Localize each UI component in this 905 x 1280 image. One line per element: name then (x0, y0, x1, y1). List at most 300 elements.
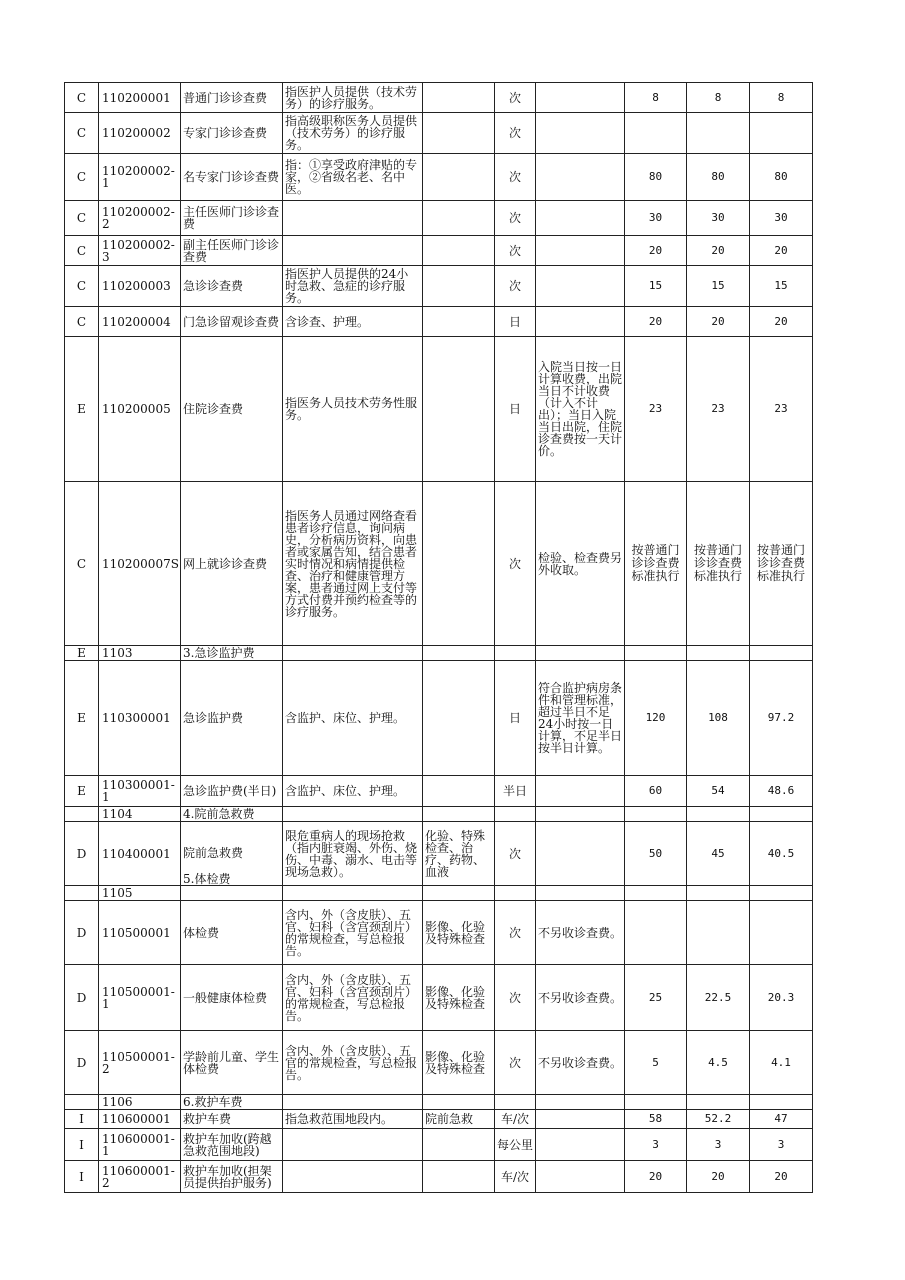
price-level-3-cell (750, 201, 813, 236)
excluded-content-cell (423, 822, 495, 886)
item-description-text: 指医护人员提供的24小时急救、急症的诊疗服务。 (285, 267, 409, 305)
price-level-3-text: 20 (774, 314, 788, 328)
price-level-3-cell (750, 236, 813, 266)
price-level-2-text: 80 (711, 170, 725, 183)
item-description-text: 含内、外（含皮肤）、五官、妇科（含宫颈刮片）的常规检查，写总检报告。 (285, 972, 418, 1023)
excluded-content-cell (423, 807, 495, 822)
table-row (65, 901, 813, 965)
excluded-content-text: 影像、化验及特殊检查 (425, 984, 486, 1011)
price-level-1-cell (625, 1095, 687, 1110)
item-description-cell (283, 965, 423, 1031)
table-row (65, 1161, 813, 1193)
table-row (65, 1095, 813, 1110)
price-level-3-text: 15 (774, 279, 788, 292)
item-description-text: 含内、外（含皮肤）、五官、妇科（含宫颈刮片）的常规检查，写总检报告。 (285, 907, 418, 958)
price-level-1-cell (625, 807, 687, 822)
item-description-text: 含内、外（含皮肤）、五官的常规检查，写总检报告。 (285, 1043, 418, 1082)
table-row (65, 307, 813, 337)
price-level-1-text: 25 (648, 990, 663, 1004)
price-level-3-cell (750, 1110, 813, 1129)
item-description-cell (283, 646, 423, 661)
pricing-unit-cell (495, 886, 536, 901)
pricing-unit-text: 车/次 (500, 1112, 530, 1126)
category-text: D (76, 846, 87, 861)
category-cell (65, 886, 99, 901)
item-code-text: 110500001 (102, 925, 171, 940)
table-row (65, 154, 813, 201)
item-name-cell (181, 201, 283, 236)
category-cell (65, 1161, 99, 1193)
price-level-3-cell (750, 337, 813, 482)
price-level-1-text: 20 (648, 243, 663, 257)
price-level-1-cell (625, 236, 687, 266)
table-row (65, 807, 813, 822)
category-cell (65, 236, 99, 266)
excluded-content-text: 化验、特殊检查、治疗、药物、血液 (425, 828, 486, 879)
pricing-unit-cell (495, 901, 536, 965)
item-code-text: 110300001 (102, 711, 171, 725)
table-row (65, 482, 813, 646)
price-level-1-cell (625, 1161, 687, 1193)
item-name-text: 体检费 (183, 925, 220, 940)
category-cell (65, 661, 99, 776)
table-row (65, 965, 813, 1031)
pricing-unit-text: 次 (508, 279, 521, 293)
price-level-3-cell (750, 807, 813, 822)
price-level-3-text: 20 (774, 1169, 788, 1183)
price-level-2-cell (687, 776, 750, 807)
price-level-3-text: 8 (777, 90, 785, 104)
remarks-cell (536, 307, 625, 337)
pricing-unit-text: 次 (508, 1055, 521, 1070)
pricing-unit-cell (495, 646, 536, 661)
item-description-text: 指医护人员提供（技术劳务）的诊疗服务。 (285, 84, 418, 111)
table-row (65, 337, 813, 482)
item-description-text: 指医务人员通过网络查看患者诊疗信息，询问病史，分析病历资料，向患者或家属告知，结合患者实时情况和病情提供检查、治疗和健康管理方案，患者通过网上支付等方式付费并预约检查等的诊疗服务。 (285, 508, 418, 619)
category-text: I (79, 1169, 84, 1184)
excluded-content-text: 影像、化验及特殊检查 (425, 919, 486, 946)
price-level-3-text: 20.3 (767, 990, 795, 1004)
price-level-1-cell (625, 1031, 687, 1095)
item-code-cell (99, 776, 181, 807)
remarks-cell (536, 965, 625, 1031)
price-level-2-text: 20 (711, 1169, 725, 1183)
item-description-text: 含诊查、护理。 (285, 314, 370, 329)
item-name-text: 一般健康体检费 (183, 990, 268, 1005)
price-level-2-cell (687, 965, 750, 1031)
item-name-cell (181, 337, 283, 482)
remarks-cell (536, 901, 625, 965)
price-level-1-cell (625, 337, 687, 482)
pricing-unit-cell (495, 113, 536, 154)
remarks-cell (536, 822, 625, 886)
price-level-2-text: 45 (711, 846, 725, 860)
item-code-text: 110600001-2 (102, 1163, 175, 1190)
remarks-cell (536, 113, 625, 154)
price-level-3-cell (750, 266, 813, 307)
item-name-cell (181, 1095, 283, 1110)
category-cell (65, 482, 99, 646)
category-text: D (76, 990, 87, 1005)
category-cell (65, 83, 99, 113)
price-level-2-cell (687, 822, 750, 886)
category-text: C (76, 314, 87, 329)
pricing-unit-text: 半日 (502, 784, 527, 798)
item-name-cell (181, 807, 283, 822)
table-row (65, 266, 813, 307)
fee-table (64, 82, 813, 1193)
pricing-unit-text: 次 (508, 211, 521, 225)
price-level-3-cell (750, 1031, 813, 1095)
pricing-unit-text: 次 (508, 170, 521, 184)
price-level-3-cell (750, 886, 813, 901)
item-description-text: 指：①享受政府津贴的专家，②省级名老、名中医。 (285, 158, 418, 196)
remarks-cell (536, 1129, 625, 1161)
item-name-cell (181, 236, 283, 266)
pricing-unit-text: 日 (508, 402, 521, 416)
item-description-cell (283, 822, 423, 886)
price-level-3-cell (750, 1095, 813, 1110)
item-name-text: 救护车加收(跨越急救范围地段) (183, 1131, 272, 1158)
price-level-1-text: 120 (645, 711, 666, 724)
remarks-cell (536, 886, 625, 901)
pricing-unit-cell (495, 201, 536, 236)
category-cell (65, 776, 99, 807)
item-name-cell (181, 307, 283, 337)
item-code-text: 1104 (102, 807, 133, 821)
item-name-text: 4.院前急救费 (183, 807, 255, 821)
price-level-2-text: 8 (714, 90, 722, 104)
item-name-text: 3.急诊监护费 (183, 646, 255, 660)
price-level-1-cell (625, 201, 687, 236)
item-code-cell (99, 337, 181, 482)
remarks-cell (536, 1031, 625, 1095)
excluded-content-text: 院前急救 (425, 1112, 474, 1126)
price-level-2-text: 108 (708, 711, 728, 724)
price-level-2-text: 23 (711, 402, 725, 415)
pricing-unit-cell (495, 1031, 536, 1095)
item-description-cell (283, 266, 423, 307)
item-name-cell (181, 776, 283, 807)
category-cell (65, 201, 99, 236)
table-row (65, 1031, 813, 1095)
item-code-cell (99, 1129, 181, 1161)
item-name-cell (181, 646, 283, 661)
remarks-cell (536, 807, 625, 822)
pricing-unit-cell (495, 307, 536, 337)
price-level-1-cell (625, 776, 687, 807)
price-level-1-text: 按普通门诊诊查费标准执行 (631, 543, 680, 583)
table-row (65, 646, 813, 661)
category-cell (65, 1129, 99, 1161)
excluded-content-cell (423, 886, 495, 901)
remarks-cell (536, 1095, 625, 1110)
pricing-unit-cell (495, 776, 536, 807)
excluded-content-cell (423, 1161, 495, 1193)
remarks-cell (536, 236, 625, 266)
pricing-unit-text: 次 (508, 556, 521, 571)
price-level-1-text: 3 (652, 1137, 659, 1151)
item-name-text: 急诊监护费 (183, 711, 244, 725)
price-level-3-cell (750, 83, 813, 113)
excluded-content-cell (423, 661, 495, 776)
item-code-text: 110200004 (102, 314, 171, 329)
item-name-cell (181, 154, 283, 201)
item-name-text: 急诊监护费(半日) (183, 784, 277, 798)
item-name-cell (181, 266, 283, 307)
price-level-2-cell (687, 1129, 750, 1161)
excluded-content-cell (423, 113, 495, 154)
item-code-cell (99, 83, 181, 113)
remarks-cell (536, 266, 625, 307)
category-cell (65, 646, 99, 661)
table-row (65, 661, 813, 776)
table-row (65, 1129, 813, 1161)
price-level-1-cell (625, 1110, 687, 1129)
table-row (65, 236, 813, 266)
category-text: C (76, 211, 87, 225)
price-level-2-text: 3 (714, 1137, 722, 1151)
price-level-1-cell (625, 482, 687, 646)
item-code-text: 110200002-1 (102, 164, 175, 190)
item-description-text: 含监护、床位、护理。 (285, 784, 406, 798)
price-level-1-text: 20 (648, 314, 663, 328)
remarks-text: 不另收诊查费。 (538, 925, 623, 940)
category-cell (65, 113, 99, 154)
remarks-text: 不另收诊查费。 (538, 1055, 623, 1070)
price-level-2-text: 30 (711, 211, 725, 224)
remarks-cell (536, 83, 625, 113)
excluded-content-cell (423, 646, 495, 661)
price-level-2-cell (687, 1161, 750, 1193)
pricing-unit-cell (495, 1161, 536, 1193)
price-level-1-text: 23 (648, 402, 663, 415)
item-description-cell (283, 83, 423, 113)
table-row (65, 776, 813, 807)
remarks-cell (536, 201, 625, 236)
price-level-1-cell (625, 1129, 687, 1161)
price-level-3-cell (750, 307, 813, 337)
price-level-3-cell (750, 1161, 813, 1193)
item-code-cell (99, 1095, 181, 1110)
pricing-unit-cell (495, 236, 536, 266)
item-code-text: 110600001 (102, 1112, 171, 1126)
price-level-1-text: 58 (648, 1112, 663, 1125)
item-code-text: 110500001-1 (102, 984, 175, 1011)
fee-table-body (65, 83, 813, 1193)
pricing-unit-text: 次 (508, 846, 521, 861)
excluded-content-cell (423, 776, 495, 807)
pricing-unit-cell (495, 965, 536, 1031)
category-text: E (77, 646, 86, 660)
remarks-cell (536, 646, 625, 661)
excluded-content-cell (423, 307, 495, 337)
item-code-cell (99, 113, 181, 154)
item-name-text: 网上就诊诊查费 (183, 556, 268, 571)
item-description-cell (283, 1110, 423, 1129)
pricing-unit-cell (495, 266, 536, 307)
item-code-cell (99, 307, 181, 337)
pricing-unit-cell (495, 661, 536, 776)
item-description-text: 含监护、床位、护理。 (285, 711, 406, 725)
item-name-cell (181, 886, 283, 901)
price-level-1-cell (625, 901, 687, 965)
price-level-2-cell (687, 154, 750, 201)
item-description-cell (283, 154, 423, 201)
pricing-unit-text: 日 (508, 314, 521, 329)
item-description-cell (283, 1161, 423, 1193)
category-text: D (76, 925, 87, 940)
item-name-text: 门急诊留观诊查费 (183, 314, 280, 329)
item-description-cell (283, 1129, 423, 1161)
price-level-1-cell (625, 661, 687, 776)
price-level-1-cell (625, 646, 687, 661)
excluded-content-cell (423, 1095, 495, 1110)
pricing-unit-text: 次 (508, 243, 521, 258)
price-level-1-text: 5 (652, 1055, 659, 1069)
price-level-3-text: 按普通门诊诊查费标准执行 (756, 543, 805, 583)
item-name-cell (181, 113, 283, 154)
item-description-cell (283, 776, 423, 807)
item-code-cell (99, 1161, 181, 1193)
category-cell (65, 1095, 99, 1110)
category-cell (65, 154, 99, 201)
pricing-unit-text: 次 (508, 990, 521, 1005)
item-name-text: 主任医师门诊诊查费 (183, 205, 280, 231)
item-description-text: 指急救范围地段内。 (285, 1112, 394, 1126)
price-level-3-text: 23 (774, 402, 788, 415)
price-level-1-text: 80 (648, 170, 663, 183)
price-level-3-cell (750, 1129, 813, 1161)
item-description-cell (283, 236, 423, 266)
price-level-3-cell (750, 776, 813, 807)
price-level-2-text: 20 (711, 314, 725, 328)
item-description-cell (283, 886, 423, 901)
item-code-cell (99, 201, 181, 236)
item-code-cell (99, 822, 181, 886)
item-code-text: 110600001-1 (102, 1131, 175, 1158)
price-level-3-text: 30 (774, 211, 788, 224)
category-text: E (77, 784, 86, 798)
excluded-content-text: 影像、化验及特殊检查 (425, 1049, 486, 1076)
price-level-2-cell (687, 661, 750, 776)
price-level-2-text: 22.5 (704, 990, 732, 1004)
item-code-text: 110200002-3 (102, 237, 175, 264)
price-level-1-cell (625, 886, 687, 901)
item-name-text: 急诊诊查费 (183, 279, 244, 293)
item-code-cell (99, 154, 181, 201)
price-level-2-cell (687, 901, 750, 965)
item-code-cell (99, 1031, 181, 1095)
item-name-cell (181, 1110, 283, 1129)
item-name-cell (181, 1129, 283, 1161)
item-code-cell (99, 807, 181, 822)
remarks-cell (536, 661, 625, 776)
category-text: C (76, 243, 87, 258)
category-text: E (77, 402, 86, 416)
item-description-cell (283, 307, 423, 337)
category-cell (65, 822, 99, 886)
price-level-2-cell (687, 646, 750, 661)
pricing-unit-text: 日 (508, 711, 521, 725)
category-text: C (76, 279, 87, 293)
price-level-3-cell (750, 646, 813, 661)
price-level-2-cell (687, 307, 750, 337)
item-code-text: 110300001-1 (102, 778, 175, 804)
pricing-unit-text: 每公里 (497, 1137, 534, 1152)
price-level-1-text: 8 (652, 90, 659, 104)
item-name-text: 副主任医师门诊诊查费 (183, 237, 280, 264)
item-description-cell (283, 482, 423, 646)
item-description-text: 限危重病人的现场抢救（指内脏衰竭、外伤、烧伤、中毒、溺水、电击等现场急救）。 (285, 828, 418, 879)
price-level-2-cell (687, 236, 750, 266)
price-level-1-cell (625, 822, 687, 886)
item-name-cell (181, 661, 283, 776)
category-cell (65, 1031, 99, 1095)
price-level-3-cell (750, 113, 813, 154)
pricing-unit-cell (495, 482, 536, 646)
item-name-text: 住院诊查费 (183, 402, 244, 416)
excluded-content-cell (423, 337, 495, 482)
item-code-text: 110500001-2 (102, 1049, 175, 1076)
category-cell (65, 807, 99, 822)
item-description-text: 指医务人员技术劳务性服务。 (285, 396, 418, 422)
price-level-1-cell (625, 154, 687, 201)
price-level-2-cell (687, 1110, 750, 1129)
price-level-2-cell (687, 83, 750, 113)
item-name-text: 救护车费 (183, 1112, 232, 1126)
category-cell (65, 266, 99, 307)
item-description-cell (283, 201, 423, 236)
category-text: I (79, 1112, 84, 1126)
price-level-3-text: 20 (774, 243, 788, 257)
pricing-unit-cell (495, 822, 536, 886)
item-description-cell (283, 337, 423, 482)
price-level-3-text: 40.5 (767, 846, 795, 860)
item-code-cell (99, 266, 181, 307)
item-name-cell (181, 1161, 283, 1193)
item-code-text: 1105 (102, 886, 133, 900)
item-code-text: 110400001 (102, 846, 171, 861)
remarks-text: 符合监护病房条件和管理标准，超过半日不足24小时按一日计算，不足半日按半日计算。 (538, 681, 623, 755)
price-level-3-text: 48.6 (767, 784, 795, 797)
price-level-2-text: 20 (711, 243, 725, 257)
item-name-text: 普通门诊诊查费 (183, 90, 268, 105)
item-code-text: 110200007S (102, 556, 179, 571)
item-description-cell (283, 901, 423, 965)
remarks-cell (536, 1161, 625, 1193)
pricing-unit-cell (495, 807, 536, 822)
category-cell (65, 1110, 99, 1129)
price-level-1-text: 50 (648, 846, 663, 860)
item-code-text: 1103 (102, 646, 133, 660)
excluded-content-cell (423, 154, 495, 201)
item-code-cell (99, 646, 181, 661)
item-code-cell (99, 886, 181, 901)
price-level-1-text: 30 (648, 211, 663, 224)
price-level-3-text: 97.2 (767, 711, 795, 724)
category-text: C (76, 170, 87, 184)
item-code-cell (99, 661, 181, 776)
excluded-content-cell (423, 266, 495, 307)
price-level-2-cell (687, 266, 750, 307)
price-level-1-cell (625, 266, 687, 307)
item-code-text: 110200001 (102, 90, 171, 105)
price-level-2-text: 按普通门诊诊查费标准执行 (693, 543, 742, 583)
price-level-2-cell (687, 807, 750, 822)
item-code-text: 110200003 (102, 279, 171, 293)
price-level-1-text: 60 (648, 784, 663, 797)
